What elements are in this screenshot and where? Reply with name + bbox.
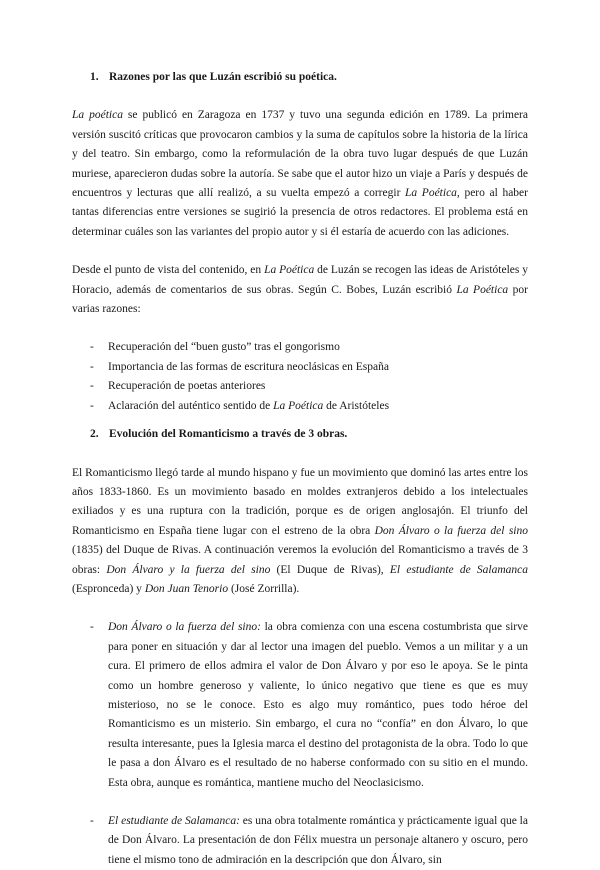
section-2-heading [72, 425, 528, 444]
paragraph-text: Desde el punto de vista del contenido, en [72, 264, 265, 277]
paragraph-text: (José Zorrilla). [228, 582, 300, 595]
list-item-text: es una obra totalmente romántica y prácticamente igual que la de Don Álvaro. La presentación de don Félix muestra un personaje altanero y oscuro, pero tiene el mismo tono de admiración en la descripción que don Álvaro, sin [108, 815, 528, 866]
work-title: Don Álvaro o la fuerza del sino [374, 524, 528, 537]
list-item [90, 812, 528, 870]
title-la-poetica: La Poética [264, 264, 315, 277]
list-item-text: de Aristóteles [323, 399, 390, 412]
list-item: - Importancia de las formas de escritura neoclásicas en España [90, 358, 528, 377]
section-1-paragraph-2 [72, 261, 528, 319]
section-2-title: Evolución del Romanticismo a través de 3 obras. [109, 428, 348, 441]
section-1-number: 1. [90, 71, 99, 83]
paragraph-text: (1835) del Duque de Rivas. A continuación veremos la evolución del Romanticismo a través de 3 obras: [72, 544, 528, 576]
section-1-heading [72, 68, 528, 87]
title-la-poetica: La poética [72, 109, 123, 122]
paragraph-text: se publicó en Zaragoza en 1737 y tuvo una segunda edición en 1789. La primera versión suscitó críticas que provocaron cambios y la suma de capítulos sobre la historia de la lírica y del teatro. Sin embargo, como la reformulación de la obra tuvo lugar después de que Luzán muriese, aparecieron dudas sobre la autoría. Se sabe que el autor hizo un viaje a París y después de encuentros y lecturas que allí realizó, a su vuelta empezó a corregir [72, 109, 528, 200]
section-1-paragraph-1 [72, 106, 528, 242]
reasons-list [72, 338, 528, 416]
paragraph-text: (El Duque de Rivas), [270, 563, 390, 576]
list-item: - Recuperación del “buen gusto” tras el gongorismo [90, 338, 528, 357]
list-item [90, 397, 528, 416]
section-1-title: Razones por las que Luzán escribió su poética. [109, 71, 337, 83]
work-title: Don Álvaro y la fuerza del sino [106, 563, 271, 576]
title-la-poetica: La Poética [456, 283, 509, 296]
title-la-poetica: La Poética [273, 399, 324, 412]
paragraph-text: de Luzán se recogen las ideas de Aristóteles y Horacio, además de comentarios de sus obras. Según C. Bobes, Luzán escribió [72, 264, 528, 296]
paragraph-text: (Espronceda) y [72, 582, 145, 595]
paragraph-text: por varias razones: [72, 283, 528, 316]
paragraph-text: El Romanticismo llegó tarde al mundo hispano y fue un movimiento que dominó las artes entre los años 1833-1860. Es un movimiento basado en moldes extranjeros debido a los intelectuales exiliados y es una ruptura con la tradición, porque es de origen anglosajón. El triunfo del Romanticismo en España tiene lugar con el estreno de la obra [72, 466, 528, 537]
section-2-number: 2. [90, 428, 99, 441]
title-la-poetica: La Poética, [405, 187, 460, 200]
list-item: - Recuperación de poetas anteriores [90, 377, 528, 396]
work-title: El estudiante de Salamanca: [108, 815, 240, 827]
list-item-text: la obra comienza con una escena costumbrista que sirve para poner en situación y dar al lector una imagen del pueblo. Vemos a un militar y a un cura. El primero de ellos admira el valor de Don Álvaro y por eso le apoya. Se le pinta como un hombre generoso y valiente, lo único negativo que tiene es que es muy misterioso, no se le conoce. Esto es algo muy romántico, pues todo héroe del Romanticismo es un misterio. Sin embargo, el cura no “confía” en don Álvaro, lo que resulta interesante, pues la Iglesia marca el destino del protagonista de la obra. Todo lo que le pasa a don Álvaro es el resultado de no haberse conformado con su sitio en el mundo. Esta obra, aunque es romántica, mantiene mucho del Neoclasicismo. [108, 621, 528, 789]
list-item [90, 618, 528, 793]
work-title: El estudiante de Salamanca [389, 563, 529, 576]
list-item-text: Aclaración del auténtico sentido de [108, 399, 274, 412]
work-title: Don Juan Tenorio [144, 582, 229, 595]
section-2-paragraph-1 [72, 464, 528, 600]
works-list [72, 618, 528, 870]
paragraph-text: pero al haber tantas diferencias entre versiones se sugirió la presencia de otros redactores. El problema está en determinar cuáles son las variantes del propio autor y si él estaría de acuerdo con las adiciones. [72, 187, 528, 238]
work-title: Don Álvaro o la fuerza del sino: [108, 621, 261, 634]
